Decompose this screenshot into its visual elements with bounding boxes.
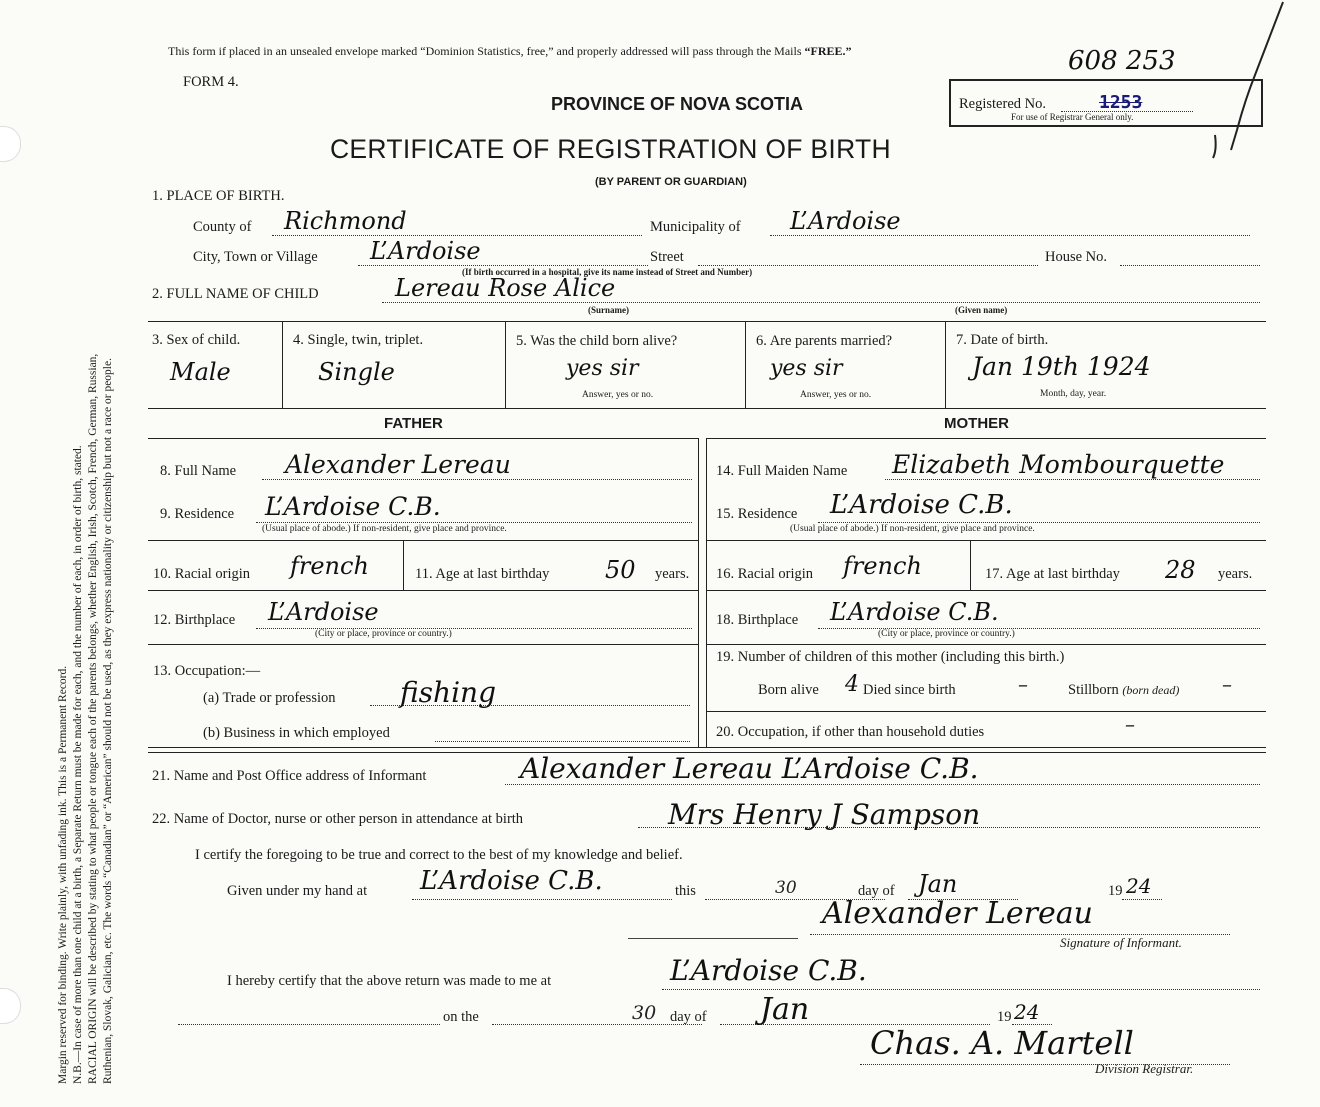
mother-name-label: 14. Full Maiden Name (716, 463, 848, 479)
rule (698, 438, 699, 747)
mother-residence-label: 15. Residence (716, 506, 798, 522)
rule (706, 540, 1266, 541)
registrar-place-line (662, 989, 1260, 990)
form-number: FORM 4. (183, 74, 239, 90)
business-line (435, 741, 690, 742)
margin-instructions (56, 34, 116, 1084)
mother-heading: MOTHER (944, 415, 1009, 432)
rule (945, 322, 946, 408)
died-count: – (1018, 672, 1028, 696)
mother-birthplace-value: L’Ardoise C.B. (830, 598, 999, 626)
registrar-blank-line (178, 1024, 440, 1025)
rule (148, 408, 1266, 409)
dob-value: Jan 19th 1924 (972, 352, 1151, 381)
father-residence-line (256, 522, 692, 523)
stillborn-label-text: Stillborn (1068, 682, 1119, 698)
city-line (358, 265, 648, 266)
mother-age-label: 17. Age at last birthday (985, 566, 1120, 582)
child-name-line (382, 302, 1260, 303)
registered-value: 1253 (1099, 92, 1143, 113)
trade-value: fishing (400, 676, 496, 709)
informant-label: 21. Name and Post Office address of Informant (152, 768, 427, 784)
given-place-line (412, 899, 672, 900)
municipality-line (770, 235, 1250, 236)
registrar-text: I hereby certify that the above return was made to me at (227, 973, 552, 989)
municipality-label: Municipality of (650, 219, 741, 235)
year-line (1122, 899, 1162, 900)
occupation-label: 13. Occupation:— (153, 663, 261, 679)
margin-line-4: Ruthenian, Slovak, Galician, etc. The words “Canadian” or “American” should not be used, as they express nationality or citizenship but not a race or people. (102, 358, 114, 1084)
county-value: Richmond (284, 207, 407, 235)
given-label: Given under my hand at (227, 883, 368, 899)
certify-year-prefix: 19 (1108, 883, 1123, 899)
plurality-label: 4. Single, twin, triplet. (293, 332, 424, 348)
father-birthplace-note: (City or place, province or country.) (315, 629, 452, 639)
registrar-place-value: L’Ardoise C.B. (670, 954, 867, 987)
father-heading: FATHER (384, 415, 443, 432)
mother-residence-line (818, 522, 1260, 523)
father-birthplace-label: 12. Birthplace (153, 612, 236, 628)
certify-month: Jan (918, 870, 958, 898)
certify-text: I certify the foregoing to be true and correct to the best of my knowledge and belief. (195, 847, 683, 863)
trade-label: (a) Trade or profession (203, 690, 336, 706)
rule (706, 711, 1266, 712)
married-label: 6. Are parents married? (756, 333, 893, 349)
sex-label: 3. Sex of child. (152, 332, 241, 348)
mail-notice-text: This form if placed in an unsealed envelope marked “Dominion Statistics, free,” and properly addressed will pass through the Mails (168, 44, 802, 58)
mother-residence-note: (Usual place of abode.) If non-resident, give place and province. (790, 524, 1035, 534)
father-age-value: 50 (605, 556, 636, 584)
father-name-label: 8. Full Name (160, 463, 237, 479)
margin-line-1: Margin reserved for binding. Write plainly, with unfading ink. This is a Permanent Record. (57, 665, 69, 1084)
born-alive-count: 4 (845, 672, 859, 697)
informant-signature: Alexander Lereau (822, 896, 1093, 931)
page-subtitle: (BY PARENT OR GUARDIAN) (595, 176, 747, 188)
rule (706, 644, 1266, 645)
rule (706, 438, 707, 747)
this-label: this (675, 883, 696, 899)
house-label: House No. (1045, 249, 1108, 265)
certify-day: 30 (775, 878, 797, 898)
stillborn-label (1068, 682, 1179, 699)
binding-hole (0, 988, 21, 1024)
answer-note-5: Answer, yes or no. (582, 390, 654, 400)
binding-hole (0, 126, 21, 162)
mail-notice (168, 44, 852, 59)
registrar-year-prefix: 19 (997, 1009, 1012, 1025)
city-value: L’Ardoise (370, 237, 481, 265)
child-name-label: 2. FULL NAME OF CHILD (152, 286, 319, 302)
mail-free: “FREE.” (804, 44, 852, 58)
informant-signature-label: Signature of Informant. (1060, 935, 1182, 950)
mother-name-value: Elizabeth Mombourquette (892, 450, 1225, 479)
child-name-value: Lereau Rose Alice (395, 274, 616, 302)
mother-residence-value: L’Ardoise C.B. (830, 490, 1013, 520)
day-of-label: day of (858, 883, 895, 899)
children-label: 19. Number of children of this mother (including this birth.) (716, 649, 1065, 665)
mother-race-value: french (843, 552, 922, 580)
registered-label: Registered No. (959, 96, 1046, 112)
rule (706, 438, 1266, 439)
rule (745, 322, 746, 408)
city-label: City, Town or Village (193, 249, 318, 265)
rule (403, 541, 404, 590)
doctor-label: 22. Name of Doctor, nurse or other person in attendance at birth (152, 811, 524, 827)
street-line (698, 265, 1038, 266)
surname-note: (Surname) (588, 305, 629, 315)
father-years: years. (655, 566, 690, 582)
margin-line-3: RACIAL ORIGIN will be described by stating to what people or tongue each of the parents belongs, whether English, Irish, Scotch, French, German, Russian, (87, 353, 99, 1084)
registrar-signature: Chas. A. Martell (870, 1024, 1134, 1062)
rule (148, 438, 698, 439)
registrar-day: 30 (632, 1002, 657, 1024)
registrar-day-of-label: day of (670, 1009, 707, 1025)
mother-occupation-label: 20. Occupation, if other than household duties (716, 724, 985, 740)
mother-occupation-value: – (1125, 712, 1135, 736)
rule (148, 590, 698, 591)
father-birthplace-value: L’Ardoise (268, 598, 379, 626)
mother-years: years. (1218, 566, 1253, 582)
born-alive-label: 5. Was the child born alive? (516, 333, 678, 349)
rule (970, 541, 971, 590)
province-heading: PROVINCE OF NOVA SCOTIA (551, 94, 804, 114)
father-race-value: french (290, 552, 369, 580)
father-race-label: 10. Racial origin (153, 566, 251, 582)
registrar-year-suffix: 24 (1014, 1000, 1040, 1024)
house-line (1120, 265, 1260, 266)
father-residence-label: 9. Residence (160, 506, 235, 522)
hospital-note: (If birth occurred in a hospital, give its name instead of Street and Number) (462, 267, 753, 277)
rule (148, 540, 698, 541)
rule (706, 590, 1266, 591)
rule (148, 747, 1266, 748)
rule (148, 644, 698, 645)
father-residence-value: L’Ardoise C.B. (265, 492, 441, 521)
rule (282, 322, 283, 408)
mother-birthplace-label: 18. Birthplace (716, 612, 799, 628)
born-alive-value: yes sir (566, 356, 639, 381)
born-alive-count-label: Born alive (758, 682, 819, 698)
registered-note: For use of Registrar General only. (1011, 112, 1134, 122)
informant-value: Alexander Lereau L’Ardoise C.B. (520, 752, 979, 785)
plurality-value: Single (318, 358, 395, 386)
page-title: CERTIFICATE OF REGISTRATION OF BIRTH (330, 134, 891, 164)
stillborn-count: – (1222, 672, 1232, 696)
given-place-value: L’Ardoise C.B. (420, 866, 603, 896)
county-line (272, 235, 642, 236)
father-age-label: 11. Age at last birthday (415, 566, 550, 582)
on-the-label: on the (443, 1009, 479, 1025)
mother-age-value: 28 (1165, 556, 1196, 584)
registrar-month: Jan (760, 992, 810, 1027)
father-residence-note: (Usual place of abode.) If non-resident, give place and province. (262, 524, 507, 534)
answer-note-6: Answer, yes or no. (800, 390, 872, 400)
died-label: Died since birth (863, 682, 956, 698)
certify-year-suffix: 24 (1126, 874, 1152, 898)
handwritten-number: 608 253 (1068, 46, 1176, 76)
pen-stroke-mark (1195, 0, 1295, 160)
business-label: (b) Business in which employed (203, 725, 390, 741)
municipality-value: L’Ardoise (790, 207, 901, 235)
registrar-signature-label: Division Registrar. (1095, 1061, 1194, 1076)
father-name-value: Alexander Lereau (285, 450, 511, 479)
doctor-value: Mrs Henry J Sampson (668, 798, 981, 831)
rule (505, 322, 506, 408)
place-of-birth-label: 1. PLACE OF BIRTH. (152, 188, 285, 204)
given-name-note: (Given name) (955, 305, 1008, 315)
dob-note: Month, day, year. (1040, 389, 1107, 399)
street-label: Street (650, 249, 684, 265)
mother-birthplace-note: (City or place, province or country.) (878, 629, 1015, 639)
stillborn-note: (born dead) (1122, 683, 1180, 697)
dob-label: 7. Date of birth. (956, 332, 1049, 348)
mother-name-line (885, 479, 1260, 480)
rule (628, 938, 798, 939)
mother-race-label: 16. Racial origin (716, 566, 814, 582)
father-name-line (262, 479, 692, 480)
margin-line-2: N.B.—In case of more than one child at a birth, a Separate Return must be made for each, and the number of each, in order of birth, stated. (72, 445, 84, 1084)
sex-value: Male (170, 358, 231, 386)
married-value: yes sir (770, 356, 843, 381)
county-label: County of (193, 219, 252, 235)
rule (148, 321, 1266, 322)
